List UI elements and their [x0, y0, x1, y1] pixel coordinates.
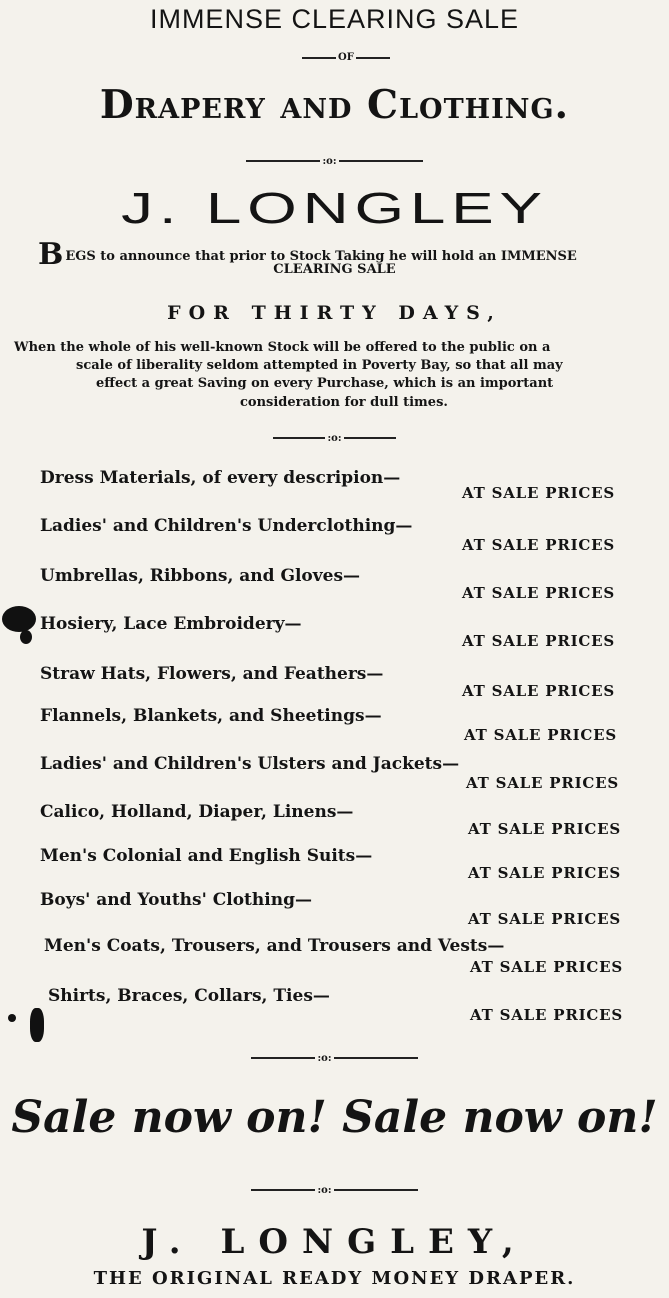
- paragraph-line: scale of liberality seldom attempted in Poverty Bay, so that all may: [76, 358, 563, 373]
- price-label: AT SALE PRICES: [468, 864, 622, 882]
- list-item: Shirts, Braces, Collars, Ties—: [48, 986, 330, 1006]
- drop-cap: B: [38, 237, 64, 272]
- footer-name: J. LONGLEY,: [141, 1222, 528, 1262]
- paragraph-line: effect a great Saving on every Purchase, which is an important: [96, 376, 554, 391]
- list-item: Hosiery, Lace Embroidery—: [40, 614, 302, 634]
- paragraph-line: When the whole of his well-known Stock will be offered to the public on a: [14, 340, 551, 355]
- price-label: AT SALE PRICES: [464, 726, 618, 744]
- divider: :o:: [0, 1185, 669, 1195]
- headline: IMMENSE CLEARING SALE: [149, 4, 520, 34]
- list-item: Ladies' and Children's Underclothing—: [40, 516, 413, 536]
- of-connector: OF: [300, 52, 392, 63]
- duration: FOR THIRTY DAYS,: [167, 302, 502, 324]
- list-item: Umbrellas, Ribbons, and Gloves—: [40, 566, 361, 586]
- ink-blot: [2, 606, 36, 632]
- ink-blot: [20, 630, 32, 644]
- ink-blot: [8, 1014, 16, 1022]
- price-label: AT SALE PRICES: [470, 958, 624, 976]
- price-label: AT SALE PRICES: [462, 632, 616, 650]
- sale-banner: Sale now on! Sale now on!: [11, 1092, 658, 1143]
- list-item: Flannels, Blankets, and Sheetings—: [40, 706, 382, 726]
- paragraph-line: consideration for dull times.: [240, 395, 448, 410]
- list-item: Boys' and Youths' Clothing—: [40, 890, 312, 910]
- price-label: AT SALE PRICES: [462, 536, 616, 554]
- list-item: Calico, Holland, Diaper, Linens—: [40, 802, 354, 822]
- subheadline: Drapery and Clothing.: [99, 82, 570, 128]
- price-label: AT SALE PRICES: [462, 484, 616, 502]
- list-item: Ladies' and Children's Ulsters and Jackets—: [40, 754, 460, 774]
- list-item: Dress Materials, of every descripion—: [40, 468, 401, 488]
- price-label: AT SALE PRICES: [466, 774, 620, 792]
- ink-blot: [30, 1008, 44, 1042]
- divider: :o:: [0, 156, 669, 166]
- price-label: AT SALE PRICES: [468, 910, 622, 928]
- announcement-line-2: CLEARING SALE: [273, 262, 396, 277]
- list-item: Men's Coats, Trousers, and Trousers and Vests—: [44, 936, 505, 956]
- price-label: AT SALE PRICES: [462, 584, 616, 602]
- divider: :o:: [0, 1053, 669, 1063]
- price-label: AT SALE PRICES: [468, 820, 622, 838]
- footer-tagline: THE ORIGINAL READY MONEY DRAPER.: [93, 1268, 576, 1289]
- list-item: Men's Colonial and English Suits—: [40, 846, 373, 866]
- list-item: Straw Hats, Flowers, and Feathers—: [40, 664, 384, 684]
- price-label: AT SALE PRICES: [470, 1006, 624, 1024]
- announcement-line: BEGS to announce that prior to Stock Taking he will hold an IMMENSE: [38, 237, 577, 272]
- divider: :o:: [0, 433, 669, 443]
- merchant-name: J. LONGLEY: [121, 184, 548, 233]
- price-label: AT SALE PRICES: [462, 682, 616, 700]
